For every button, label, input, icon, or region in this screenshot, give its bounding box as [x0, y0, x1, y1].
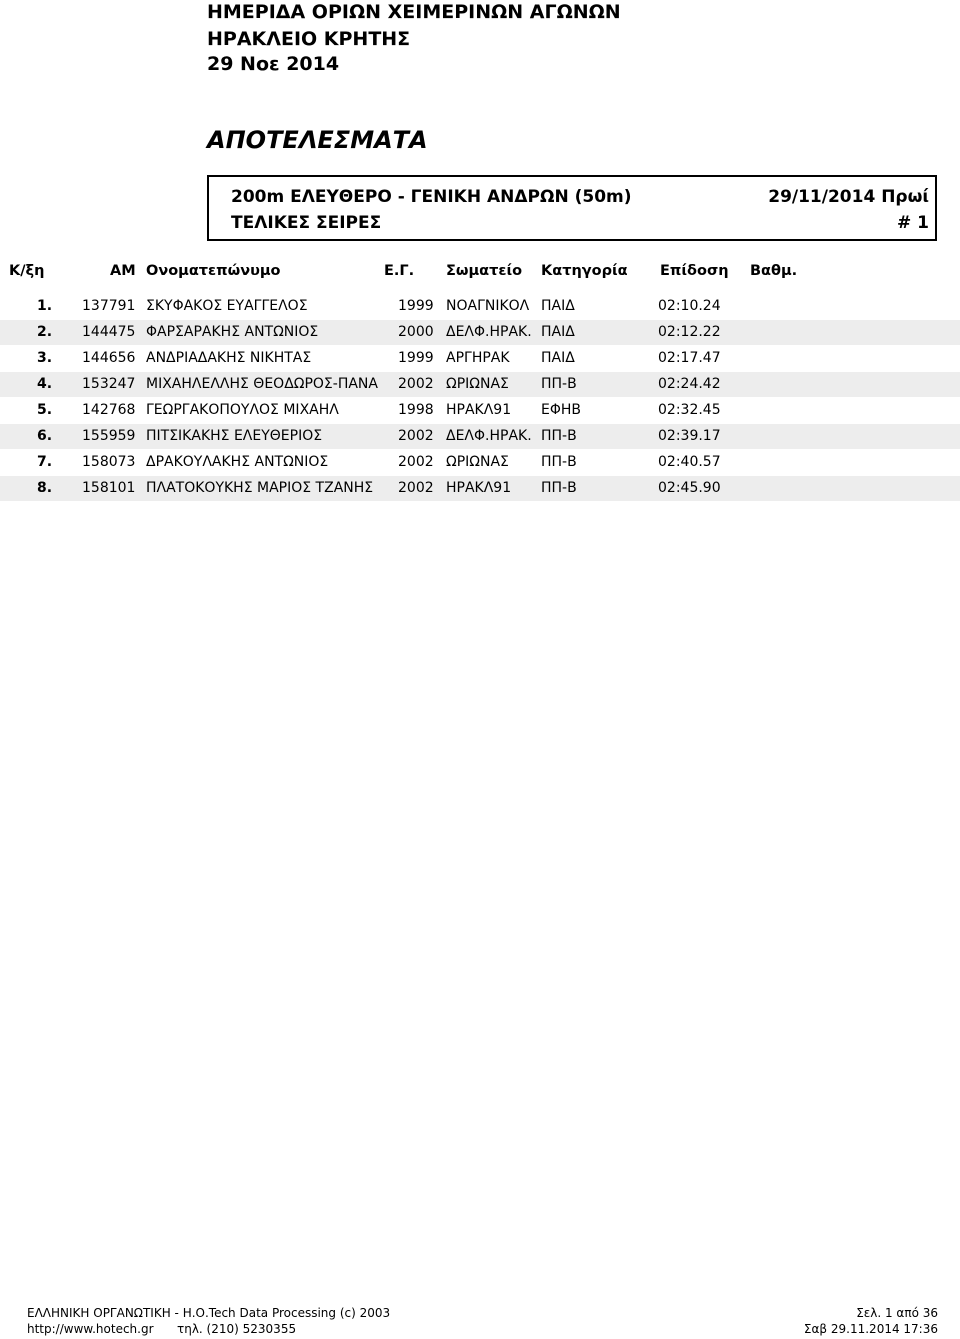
rank-cell: 4.: [37, 376, 53, 392]
column-header-grade: Βαθμ.: [750, 263, 798, 279]
table-row: [0, 320, 960, 345]
category-cell: ΠΑΙΔ: [541, 298, 575, 314]
column-header-rank: Κ/ξη: [9, 263, 45, 279]
category-cell: ΠΑΙΔ: [541, 324, 575, 340]
am-cell: 158101: [82, 480, 136, 496]
performance-cell: 02:32.45: [658, 402, 721, 418]
performance-cell: 02:10.24: [658, 298, 721, 314]
category-cell: ΠΠ-Β: [541, 428, 577, 444]
club-cell: ΝΟΑΓΝΙΚΟΛ: [446, 298, 530, 314]
column-header-club: Σωματείο: [446, 263, 523, 279]
club-cell: ΩΡΙΩΝΑΣ: [446, 454, 509, 470]
footer-website-link[interactable]: http://www.hotech.gr: [27, 1322, 154, 1336]
rank-cell: 6.: [37, 428, 53, 444]
rank-cell: 8.: [37, 480, 53, 496]
performance-cell: 02:17.47: [658, 350, 721, 366]
club-cell: ΑΡΓΗΡΑΚ: [446, 350, 510, 366]
table-row: [0, 398, 960, 423]
column-header-name: Ονοματεπώνυμο: [146, 263, 281, 279]
rank-cell: 1.: [37, 298, 53, 314]
rank-cell: 7.: [37, 454, 53, 470]
event-date: 29/11/2014 Πρωί: [768, 187, 929, 207]
footer-page-number: Σελ. 1 από 36: [856, 1306, 938, 1320]
footer-phone: τηλ. (210) 5230355: [177, 1322, 297, 1336]
am-cell: 137791: [82, 298, 136, 314]
column-header-category: Κατηγορία: [541, 263, 628, 279]
year-cell: 2002: [398, 428, 434, 444]
am-cell: 155959: [82, 428, 136, 444]
meet-location: ΗΡΑΚΛΕΙΟ ΚΡΗΤΗΣ: [207, 28, 411, 50]
performance-cell: 02:24.42: [658, 376, 721, 392]
year-cell: 1999: [398, 298, 434, 314]
performance-cell: 02:12.22: [658, 324, 721, 340]
table-row: [0, 450, 960, 475]
name-cell: ΠΛΑΤΟΚΟΥΚΗΣ ΜΑΡΙΟΣ ΤΖΑΝΗΣ: [146, 480, 374, 496]
table-row: [0, 346, 960, 371]
column-header-performance: Επίδοση: [660, 263, 729, 279]
year-cell: 2002: [398, 454, 434, 470]
column-header-am: ΑΜ: [110, 263, 136, 279]
club-cell: ΔΕΛΦ.ΗΡΑΚ.: [446, 324, 532, 340]
name-cell: ΦΑΡΣΑΡΑΚΗΣ ΑΝΤΩΝΙΟΣ: [146, 324, 319, 340]
column-header-year: Ε.Γ.: [384, 263, 415, 279]
performance-cell: 02:39.17: [658, 428, 721, 444]
footer-print-timestamp: Σαβ 29.11.2014 17:36: [803, 1322, 938, 1336]
category-cell: ΠΠ-Β: [541, 480, 577, 496]
club-cell: ΗΡΑΚΛ91: [446, 402, 512, 418]
am-cell: 153247: [82, 376, 136, 392]
name-cell: ΔΡΑΚΟΥΛΑΚΗΣ ΑΝΤΩΝΙΟΣ: [146, 454, 329, 470]
name-cell: ΑΝΔΡΙΑΔΑΚΗΣ ΝΙΚΗΤΑΣ: [146, 350, 312, 366]
name-cell: ΓΕΩΡΓΑΚΟΠΟΥΛΟΣ ΜΙΧΑΗΛ: [146, 402, 339, 418]
am-cell: 142768: [82, 402, 136, 418]
year-cell: 2000: [398, 324, 434, 340]
rank-cell: 5.: [37, 402, 53, 418]
event-name: 200m ΕΛΕΥΘΕΡΟ - ΓΕΝΙΚΗ ΑΝΔΡΩΝ (50m): [231, 187, 632, 207]
rank-cell: 2.: [37, 324, 53, 340]
club-cell: ΩΡΙΩΝΑΣ: [446, 376, 509, 392]
table-row: [0, 372, 960, 397]
event-heat-number: # 1: [897, 213, 929, 233]
event-round: ΤΕΛΙΚΕΣ ΣΕΙΡΕΣ: [231, 213, 382, 233]
category-cell: ΠΠ-Β: [541, 376, 577, 392]
year-cell: 1999: [398, 350, 434, 366]
performance-cell: 02:45.90: [658, 480, 721, 496]
name-cell: ΣΚΥΦΑΚΟΣ ΕΥΑΓΓΕΛΟΣ: [146, 298, 308, 314]
results-title: ΑΠΟΤΕΛΕΣΜΑΤΑ: [207, 126, 428, 154]
category-cell: ΠΠ-Β: [541, 454, 577, 470]
am-cell: 144475: [82, 324, 136, 340]
category-cell: ΠΑΙΔ: [541, 350, 575, 366]
rank-cell: 3.: [37, 350, 53, 366]
category-cell: ΕΦΗΒ: [541, 402, 581, 418]
club-cell: ΗΡΑΚΛ91: [446, 480, 512, 496]
name-cell: ΠΙΤΣΙΚΑΚΗΣ ΕΛΕΥΘΕΡΙΟΣ: [146, 428, 323, 444]
am-cell: 144656: [82, 350, 136, 366]
table-row: [0, 476, 960, 501]
footer-organization: ΕΛΛΗΝΙΚΗ ΟΡΓΑΝΩΤΙΚΗ - Η.Ο.Tech Data Processing (c) 2003: [27, 1306, 391, 1320]
table-row: [0, 424, 960, 449]
year-cell: 1998: [398, 402, 434, 418]
meet-title: ΗΜΕΡΙΔΑ ΟΡΙΩΝ ΧΕΙΜΕΡΙΝΩΝ ΑΓΩΝΩΝ: [207, 1, 621, 23]
year-cell: 2002: [398, 480, 434, 496]
meet-date: 29 Νοε 2014: [207, 53, 340, 75]
performance-cell: 02:40.57: [658, 454, 721, 470]
name-cell: ΜΙΧΑΗΛΕΛΛΗΣ ΘΕΟΔΩΡΟΣ-ΠΑΝΑ: [146, 376, 378, 392]
club-cell: ΔΕΛΦ.ΗΡΑΚ.: [446, 428, 532, 444]
year-cell: 2002: [398, 376, 434, 392]
table-row: [0, 294, 960, 319]
am-cell: 158073: [82, 454, 136, 470]
event-info-box: [207, 175, 937, 241]
